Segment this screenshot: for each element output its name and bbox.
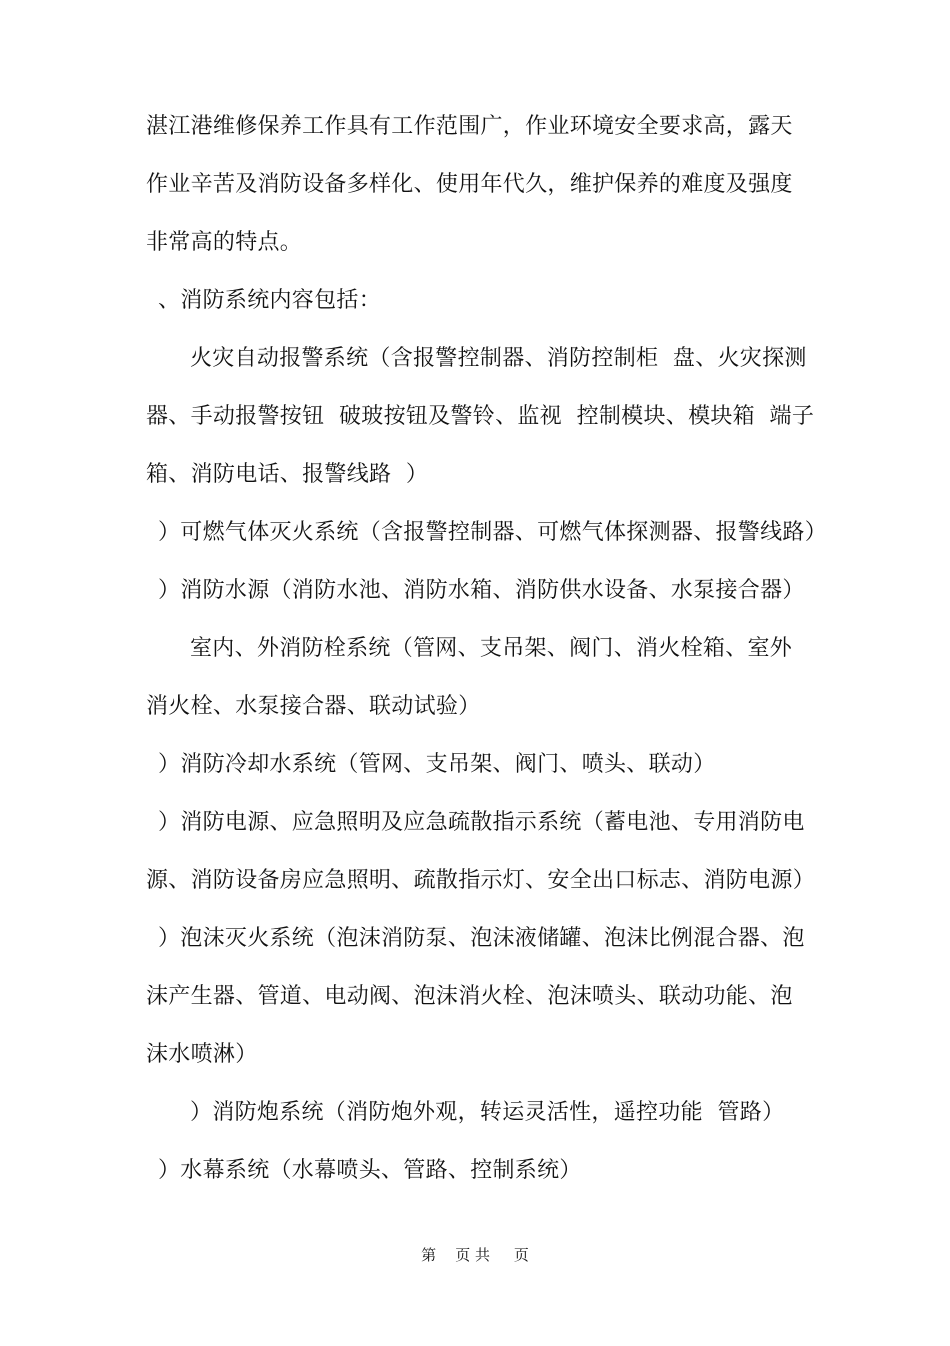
- list-item-line: 消火栓、水泵接合器、联动试验）: [146, 694, 481, 719]
- list-item-line: ）消防电源、应急照明及应急疏散指示系统（蓄电池、专用消防电: [158, 810, 805, 835]
- paragraph-line: 非常高的特点。: [146, 230, 303, 255]
- list-item-line: ）泡沫灭火系统（泡沫消防泵、泡沫液储罐、泡沫比例混合器、泡: [158, 926, 805, 951]
- paragraph-line: 作业辛苦及消防设备多样化、使用年代久，维护保养的难度及强度: [146, 172, 793, 197]
- list-item-line: 器、手动报警按钮 破玻按钮及警铃、监视 控制模块、模块箱 端子: [146, 404, 815, 429]
- list-item-line: 室内、外消防栓系统（管网、支吊架、阀门、消火栓箱、室外: [190, 636, 793, 661]
- list-item-line: 箱、消防电话、报警线路 ）: [146, 462, 429, 487]
- list-item-line: 沫产生器、管道、电动阀、泡沫消火栓、泡沫喷头、联动功能、泡: [146, 984, 793, 1009]
- list-item-line: 火灾自动报警系统（含报警控制器、消防控制柜 盘、火灾探测: [190, 346, 807, 371]
- list-item-line: ）消防炮系统（消防炮外观，转运灵活性，遥控功能 管路）: [190, 1100, 785, 1125]
- list-item-line: ）消防冷却水系统（管网、支吊架、阀门、喷头、联动）: [158, 752, 716, 777]
- list-item-line: 沫水喷淋）: [146, 1042, 258, 1067]
- page-footer: 第 页 共 页: [421, 1246, 529, 1264]
- paragraph-line: 湛江港维修保养工作具有工作范围广，作业环境安全要求高，露天: [146, 114, 793, 139]
- section-heading: 、消防系统内容包括：: [158, 288, 382, 313]
- list-item-line: ）消防水源（消防水池、消防水箱、消防供水设备、水泵接合器）: [158, 578, 805, 603]
- list-item-line: ）水幕系统（水幕喷头、管路、控制系统）: [158, 1158, 582, 1183]
- list-item-line: 源、消防设备房应急照明、疏散指示灯、安全出口标志、消防电源）: [146, 868, 816, 893]
- list-item-line: ）可燃气体灭火系统（含报警控制器、可燃气体探测器、报警线路）: [158, 520, 828, 545]
